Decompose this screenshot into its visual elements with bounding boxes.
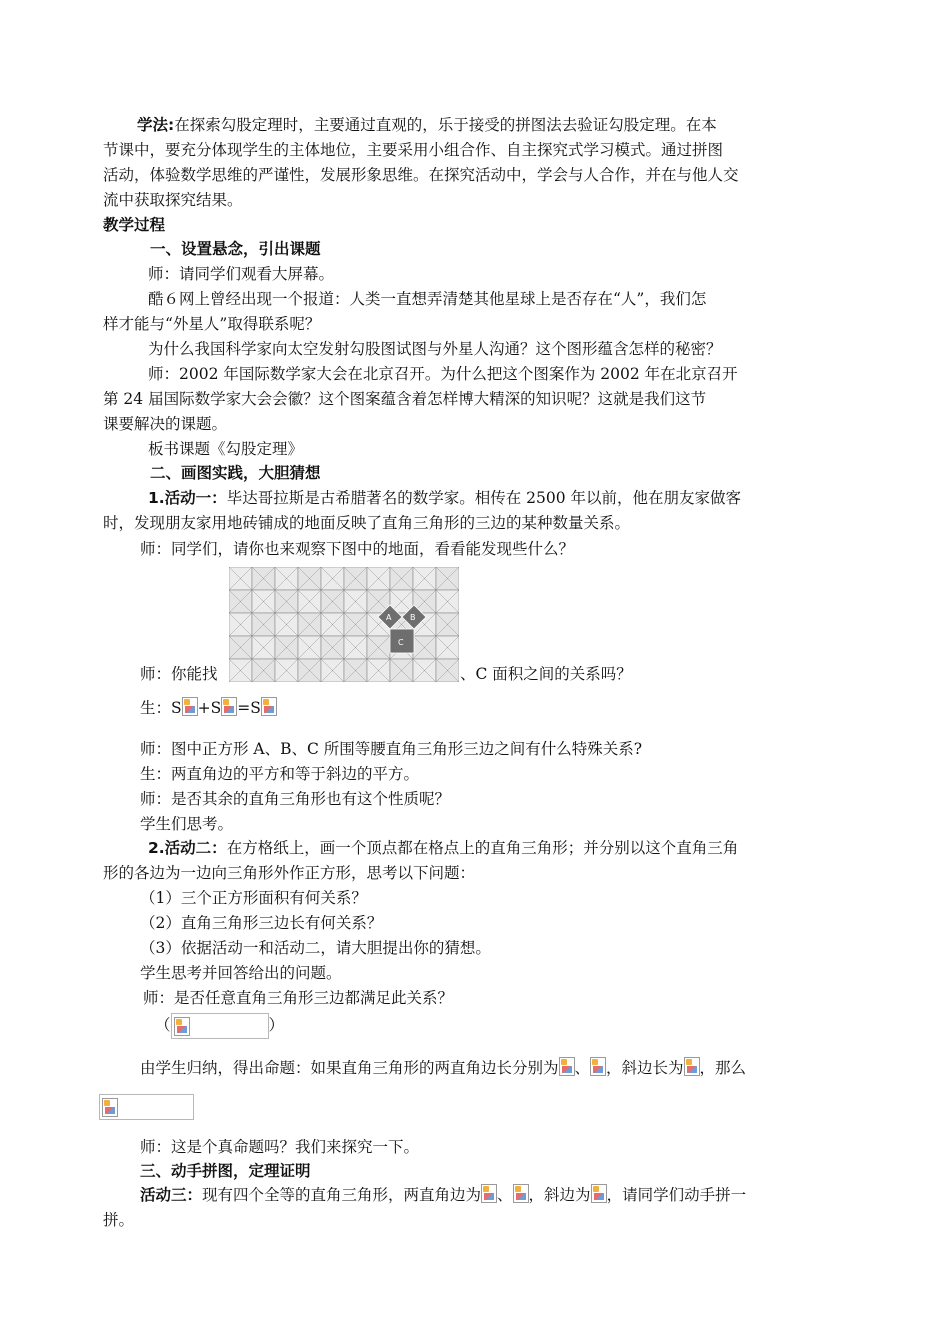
s2-answer-3: 生：两直角边的平方和等于斜边的平方。 <box>140 765 420 783</box>
floor-tile <box>252 613 275 636</box>
s1-line-8: 板书课题《勾股定理》 <box>148 440 304 458</box>
act2-text: 在方格纸上，画一个顶点都在格点上的直角三角形；并分别以这个直角三角 <box>226 839 739 857</box>
floor-tile <box>252 659 275 682</box>
floor-tile <box>298 613 321 636</box>
act3-text-b: ，斜边为 <box>528 1186 591 1204</box>
floor-tile <box>436 567 459 590</box>
floor-tile <box>436 636 459 659</box>
act1-line-2: 时，发现朋友家用地砖铺成的地面反映了直角三角形的三边的某种数量关系。 <box>103 514 631 532</box>
label-b: B <box>410 613 416 622</box>
floor-tile <box>436 590 459 613</box>
paren-close: ） <box>268 1016 285 1034</box>
act2-line-1 <box>148 837 738 859</box>
act2-item-3: （3）依据活动一和活动二，请大胆提出你的猜想。 <box>140 939 491 957</box>
s2-question-5: 师：是否任意直角三角形三边都满足此关系？ <box>143 989 454 1007</box>
s2-question-1: 师：同学们，请你也来观察下图中的地面，看看能发现些什么？ <box>140 540 575 558</box>
xuefa-text-1: 在探索勾股定理时，主要通过直观的，乐于接受的拼图法去验证勾股定理。在本 <box>174 116 717 134</box>
floor-tile <box>321 613 344 636</box>
act3-line-2: 拼。 <box>103 1211 135 1229</box>
s2-question-3: 师：图中正方形 A、B、C 所围等腰直角三角形三边之间有什么特殊关系? <box>140 740 643 758</box>
floor-tile <box>413 636 436 659</box>
xuefa-line-2: 节课中，要充分体现学生的主体地位，主要采用小组合作、自主探究式学习模式。通过拼图 <box>103 141 724 159</box>
image-placeholder-icon <box>182 697 198 716</box>
floor-tile <box>367 567 390 590</box>
floor-tile <box>436 613 459 636</box>
floor-tile <box>344 590 367 613</box>
act2-line-2: 形的各边为一边向三角形外作正方形，思考以下问题： <box>103 864 476 882</box>
act3-label: 活动三： <box>140 1186 203 1204</box>
act1-text: 毕达哥拉斯是古希腊著名的数学家。相传在 2500 年以前，他在朋友家做客 <box>226 489 741 507</box>
floor-tile <box>298 567 321 590</box>
floor-tile <box>229 567 252 590</box>
floor-tile <box>344 613 367 636</box>
section-1-heading: 一、设置悬念，引出课题 <box>150 240 321 258</box>
conclusion-formula-box <box>99 1094 194 1120</box>
conclusion-line <box>140 1057 746 1079</box>
answer-plus: +S <box>197 699 222 717</box>
s1-line-5: 师：2002 年国际数学家大会在北京召开。为什么把这个图案作为 2002 年在北京召开 <box>148 365 738 383</box>
conclusion-text-a: 由学生归纳，得出命题：如果直角三角形的两直角边长分别为 <box>140 1059 559 1077</box>
image-placeholder-icon <box>559 1057 575 1076</box>
conclusion-sep: 、 <box>574 1059 591 1077</box>
act3-sep: 、 <box>497 1186 513 1204</box>
s2-question-4: 师：是否其余的直角三角形也有这个性质呢？ <box>140 790 451 808</box>
floor-tile <box>275 613 298 636</box>
s1-line-1: 师：请同学们观看大屏幕。 <box>148 265 335 283</box>
floor-tile <box>275 636 298 659</box>
act1-label: 1.活动一： <box>148 489 227 507</box>
act2-item-2: （2）直角三角形三边长有何关系？ <box>140 914 383 932</box>
floor-tile <box>275 590 298 613</box>
formula-image-box <box>171 1013 269 1039</box>
formula-box-line <box>155 1013 284 1039</box>
image-placeholder-icon <box>221 697 237 716</box>
s1-line-2: 酷６网上曾经出现一个报道：人类一直想弄清楚其他星球上是否存在“人”，我们怎 <box>148 290 707 308</box>
floor-tile <box>344 567 367 590</box>
image-placeholder-icon <box>261 697 277 716</box>
act3-line-1 <box>140 1184 746 1206</box>
image-placeholder-icon <box>590 1057 606 1076</box>
floor-tile <box>252 636 275 659</box>
floor-tile <box>275 659 298 682</box>
xuefa-line-3: 活动，体验数学思维的严谨性，发展形象思维。在探究活动中，学会与人合作，并在与他人交 <box>103 166 739 184</box>
conclusion-text-c: ，那么 <box>699 1059 747 1077</box>
s1-line-7: 课要解决的课题。 <box>103 415 228 433</box>
floor-tile <box>413 659 436 682</box>
floor-tile <box>367 636 390 659</box>
answer-formula <box>140 697 277 719</box>
floor-tile <box>344 659 367 682</box>
xuefa-label: 学法: <box>137 116 175 134</box>
floor-tile <box>367 659 390 682</box>
floor-tile <box>298 659 321 682</box>
process-heading: 教学过程 <box>103 216 166 234</box>
answer-s1: 生：S <box>140 699 182 717</box>
floor-tile <box>390 567 413 590</box>
section-3-heading: 三、动手拼图，定理证明 <box>140 1162 311 1180</box>
floor-tile <box>298 636 321 659</box>
floor-tile <box>321 659 344 682</box>
image-placeholder-icon <box>591 1184 607 1203</box>
floor-tile <box>413 567 436 590</box>
label-a: A <box>386 613 392 622</box>
image-placeholder-icon <box>102 1098 118 1117</box>
section-2-heading: 二、画图实践，大胆猜想 <box>150 464 321 482</box>
paren-open: （ <box>155 1016 171 1034</box>
act2-label: 2.活动二： <box>148 839 227 857</box>
conclusion-text-b: ，斜边长为 <box>606 1059 684 1077</box>
floor-tile <box>252 567 275 590</box>
floor-tile-figure <box>229 567 459 682</box>
floor-tile <box>275 567 298 590</box>
floor-tile <box>344 636 367 659</box>
image-placeholder-icon <box>174 1017 190 1036</box>
image-placeholder-icon <box>684 1057 700 1076</box>
floor-tile <box>229 613 252 636</box>
s2-question-6: 师：这是个真命题吗？我们来探究一下。 <box>140 1138 420 1156</box>
image-placeholder-icon <box>513 1184 529 1203</box>
s1-line-6: 第 24 届国际数学家大会会徽？这个图案蕴含着怎样博大精深的知识呢？这就是我们这节 <box>103 390 707 408</box>
s2-answer-4: 学生们思考。 <box>140 815 234 833</box>
s2-question-2a: 师：你能找 <box>140 665 218 683</box>
floor-tile <box>229 590 252 613</box>
act3-text-c: ，请同学们动手拼一 <box>606 1186 747 1204</box>
floor-tile <box>298 590 321 613</box>
s2-question-2b: 、C 面积之间的关系吗？ <box>460 665 632 683</box>
answer-equals: =S <box>237 699 261 717</box>
floor-tile <box>321 636 344 659</box>
s2-think: 学生思考并回答给出的问题。 <box>140 964 342 982</box>
xuefa-line-4: 流中获取探究结果。 <box>103 191 243 209</box>
floor-tile <box>321 567 344 590</box>
floor-tile <box>436 659 459 682</box>
floor-tile <box>252 590 275 613</box>
formula-image-box <box>99 1094 194 1120</box>
label-c: C <box>398 638 404 647</box>
act1-line-1 <box>148 487 741 509</box>
floor-tile <box>229 659 252 682</box>
tile-grid <box>229 567 459 682</box>
s1-line-4: 为什么我国科学家向太空发射勾股图试图与外星人沟通？这个图形蕴含怎样的秘密？ <box>148 340 722 358</box>
image-placeholder-icon <box>481 1184 497 1203</box>
act2-item-1: （1）三个正方形面积有何关系？ <box>140 889 367 907</box>
floor-tile <box>229 636 252 659</box>
floor-tile <box>321 590 344 613</box>
xuefa-line-1 <box>137 114 717 136</box>
s1-line-3: 样才能与“外星人”取得联系呢？ <box>103 315 321 333</box>
floor-tile <box>390 659 413 682</box>
act3-text-a: 现有四个全等的直角三角形，两直角边为 <box>202 1186 482 1204</box>
